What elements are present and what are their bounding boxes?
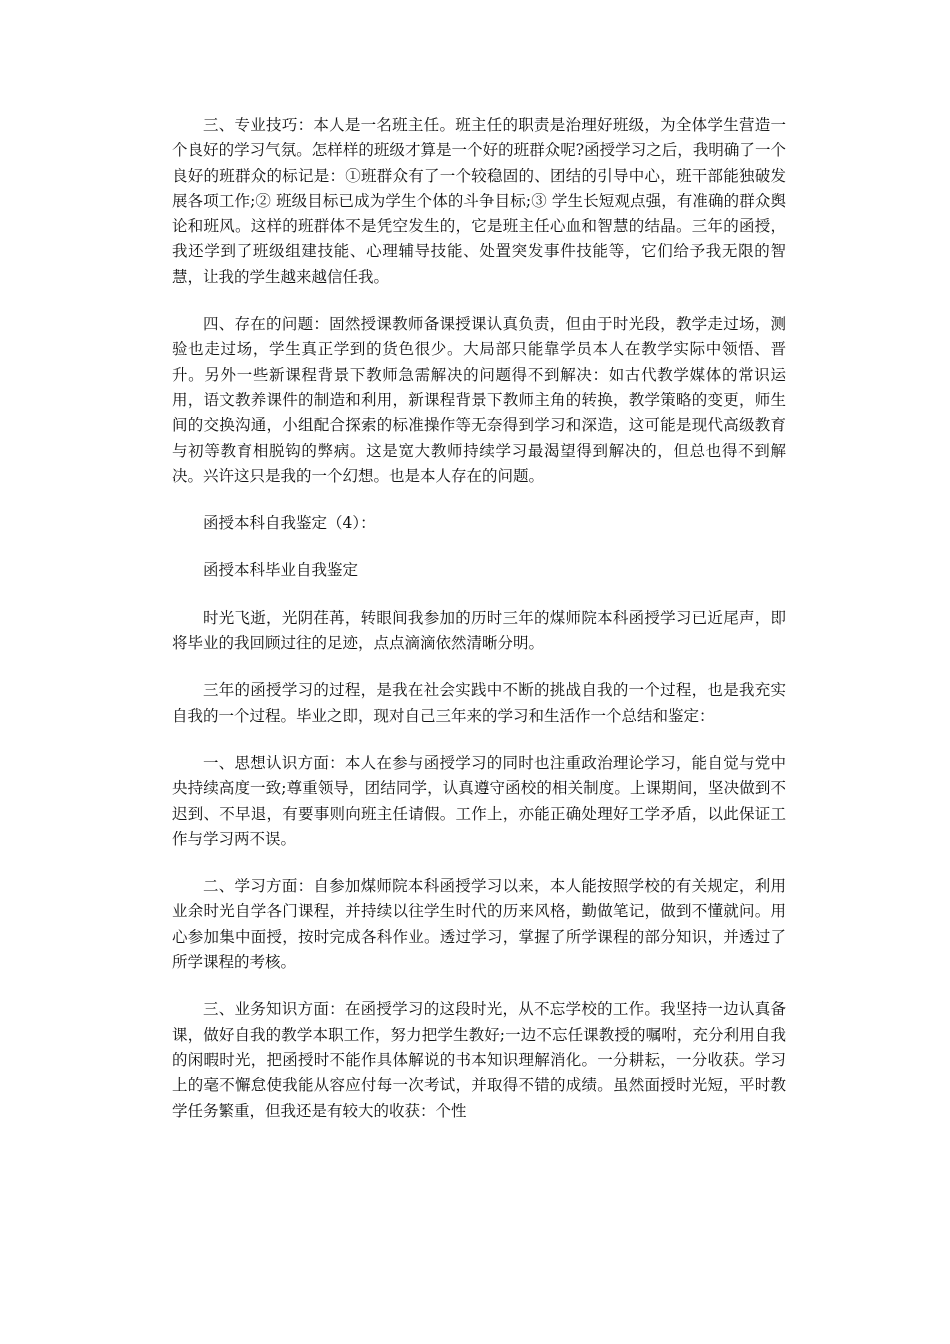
section-heading-self-assessment-4: 函授本科自我鉴定（4）： — [203, 514, 376, 533]
section-title-graduation-self-assessment: 函授本科毕业自我鉴定 — [203, 561, 359, 580]
paragraph-study: 二、学习方面：自参加煤师院本科函授学习以来，本人能按照学校的有关规定，利用业余时光自学各门课程，并持续以往学生时代的历来风格，勤做笔记，做到不懂就问。用心参加集中面授，按时完成各科作业。透过学习，掌握了所学课程的部分知识，并透过了所学课程的考核。 — [172, 877, 786, 972]
paragraph-professional-skills: 三、专业技巧：本人是一名班主任。班主任的职责是治理好班级，为全体学生营造一个良好的学习气氛。怎样样的班级才算是一个好的班群众呢?函授学习之后，我明确了一个良好的班群众的标记是：①班群众有了一个较稳固的、团结的引导中心，班干部能独破发展各项工作;② 班级目标已成为学生个体的斗争目标;③ 学生长短观点强，有准确的群众舆论和班风。这样的班群体不是凭空发生的，它是班主任心血和智慧的结晶。三年的函授，我还学到了班级组建技能、心理辅导技能、处置突发事件技能等，它们给予我无限的智慧，让我的学生越来越信任我。 — [172, 116, 786, 286]
paragraph-overview: 三年的函授学习的过程，是我在社会实践中不断的挑战自我的一个过程，也是我充实自我的一个过程。毕业之即，现对自己三年来的学习和生活作一个总结和鉴定： — [172, 681, 786, 725]
document-body — [172, 113, 786, 1146]
paragraph-ideological-understanding: 一、思想认识方面：本人在参与函授学习的同时也注重政治理论学习，能自觉与党中央持续高度一致;尊重领导，团结同学，认真遵守函校的相关制度。上课期间，坚决做到不迟到、不早退，有要事则向班主任请假。工作上，亦能正确处理好工学矛盾，以此保证工作与学习两不误。 — [172, 753, 786, 848]
paragraph-professional-knowledge: 三、业务知识方面：在函授学习的这段时光，从不忘学校的工作。我坚持一边认真备课，做好自我的教学本职工作，努力把学生教好;一边不忘任课教授的嘱咐，充分利用自我的闲暇时光，把函授时不能作具体解说的书本知识理解消化。一分耕耘，一分收获。学习上的毫不懈怠使我能从容应付每一次考试，并取得不错的成绩。虽然面授时光短，平时教学任务繁重，但我还是有较大的收获：个性 — [172, 1000, 786, 1120]
paragraph-introduction: 时光飞逝，光阴荏苒，转眼间我参加的历时三年的煤师院本科函授学习已近尾声，即将毕业的我回顾过往的足迹，点点滴滴依然清晰分明。 — [172, 608, 786, 653]
paragraph-existing-problems: 四、存在的问题：固然授课教师备课授课认真负责，但由于时光段，教学走过场，测验也走过场，学生真正学到的货色很少。大局部只能靠学员本人在教学实际中领悟、晋升。另外一些新课程背景下教师急需解决的问题得不到解决：如古代教学媒体的常识运用，语文教养课件的制造和利用，新课程背景下教师主角的转换，教学策略的变更，师生间的交换沟通，小组配合探索的标准操作等无奈得到学习和深造，这可能是现代高级教育与初等教育相脱钩的弊病。这是宽大教师持续学习最渴望得到解决的，但总也得不到解决。兴许这只是我的一个幻想。也是本人存在的问题。 — [172, 315, 786, 485]
